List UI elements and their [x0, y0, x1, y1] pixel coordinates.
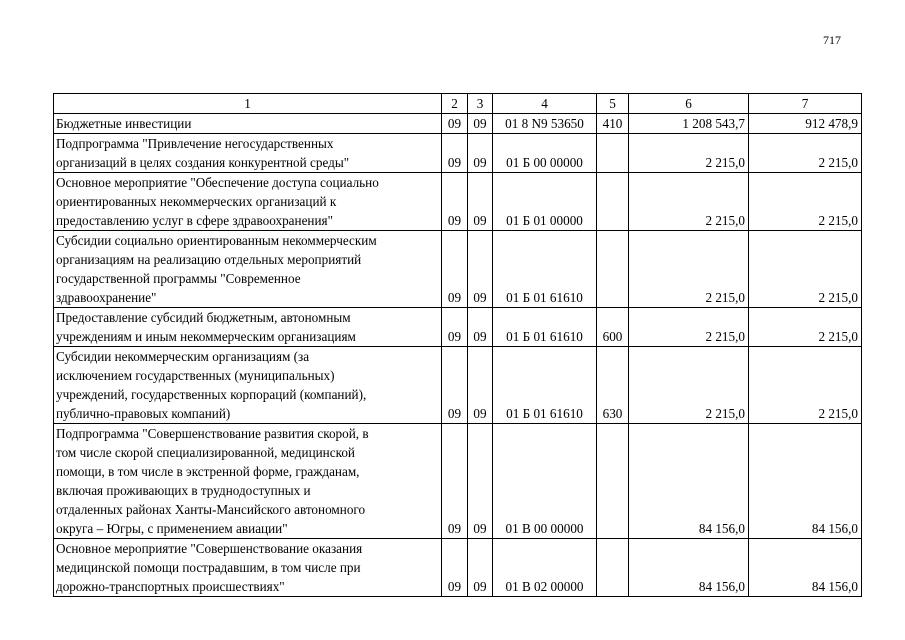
row-name-line: публично-правовых компаний) [56, 406, 231, 421]
header-cell-6: 6 [629, 94, 749, 114]
header-cell-5: 5 [597, 94, 629, 114]
row-name-line: предоставлению услуг в сфере здравоохранения" [56, 213, 333, 228]
row-name-line: организациям на реализацию отдельных мероприятий [56, 252, 362, 267]
section-code-cell: 09 [442, 424, 468, 539]
row-name-line: Субсидии некоммерческим организациям (за [56, 349, 310, 364]
row-name-line: помощи, в том числе в экстренной форме, гражданам, [56, 464, 360, 479]
amount-col6-cell: 84 156,0 [629, 539, 749, 597]
subsection-code-cell: 09 [468, 231, 493, 308]
expense-type-cell: 600 [597, 308, 629, 347]
row-name-line: Основное мероприятие "Обеспечение доступа социально [56, 175, 379, 190]
expense-type-cell: 410 [597, 114, 629, 134]
row-name-cell [54, 539, 442, 597]
row-name-line: медицинской помощи пострадавшим, в том числе при [56, 560, 361, 575]
table-row [54, 347, 862, 424]
section-code-cell: 09 [442, 347, 468, 424]
amount-col6-cell: 2 215,0 [629, 134, 749, 173]
target-article-cell: 01 Б 01 61610 [493, 308, 597, 347]
section-code-cell: 09 [442, 308, 468, 347]
subsection-code-cell: 09 [468, 114, 493, 134]
amount-col6-cell: 1 208 543,7 [629, 114, 749, 134]
amount-col6-cell: 2 215,0 [629, 173, 749, 231]
subsection-code-cell: 09 [468, 539, 493, 597]
amount-col7-cell: 84 156,0 [749, 539, 862, 597]
row-name-cell [54, 347, 442, 424]
table-row [54, 114, 862, 134]
header-cell-3: 3 [468, 94, 493, 114]
row-name-line: Бюджетные инвестиции [56, 116, 192, 131]
row-name-line: том числе скорой специализированной, медицинской [56, 445, 355, 460]
expense-type-cell [597, 539, 629, 597]
subsection-code-cell: 09 [468, 347, 493, 424]
amount-col7-cell: 2 215,0 [749, 231, 862, 308]
table-row [54, 231, 862, 308]
row-name-line: учреждений, государственных корпораций (компаний), [56, 387, 367, 402]
row-name-line: отдаленных районах Ханты-Мансийского автономного [56, 502, 366, 517]
section-code-cell: 09 [442, 231, 468, 308]
row-name-line: ориентированных некоммерческих организаций к [56, 194, 337, 209]
amount-col6-cell: 2 215,0 [629, 308, 749, 347]
amount-col7-cell: 2 215,0 [749, 347, 862, 424]
row-name-line: здравоохранение" [56, 290, 157, 305]
amount-col6-cell: 2 215,0 [629, 231, 749, 308]
amount-col7-cell: 2 215,0 [749, 308, 862, 347]
amount-col6-cell: 84 156,0 [629, 424, 749, 539]
section-code-cell: 09 [442, 134, 468, 173]
table-row [54, 173, 862, 231]
target-article-cell: 01 Б 01 61610 [493, 347, 597, 424]
subsection-code-cell: 09 [468, 308, 493, 347]
target-article-cell: 01 8 N9 53650 [493, 114, 597, 134]
row-name-cell [54, 114, 442, 134]
subsection-code-cell: 09 [468, 424, 493, 539]
row-name-line: округа – Югры, с применением авиации" [56, 521, 288, 536]
expense-type-cell: 630 [597, 347, 629, 424]
row-name-line: включая проживающих в труднодоступных и [56, 483, 311, 498]
row-name-line: Подпрограмма "Совершенствование развития скорой, в [56, 426, 369, 441]
amount-col7-cell: 2 215,0 [749, 173, 862, 231]
target-article-cell: 01 В 00 00000 [493, 424, 597, 539]
header-cell-2: 2 [442, 94, 468, 114]
section-code-cell: 09 [442, 114, 468, 134]
table-row [54, 308, 862, 347]
row-name-cell [54, 134, 442, 173]
subsection-code-cell: 09 [468, 134, 493, 173]
subsection-code-cell: 09 [468, 173, 493, 231]
row-name-cell [54, 424, 442, 539]
amount-col7-cell: 84 156,0 [749, 424, 862, 539]
budget-table [53, 93, 862, 597]
expense-type-cell [597, 173, 629, 231]
row-name-line: учреждениям и иным некоммерческим организациям [56, 329, 356, 344]
row-name-line: исключением государственных (муниципальных) [56, 368, 335, 383]
row-name-line: организаций в целях создания конкурентной среды" [56, 155, 350, 170]
row-name-cell [54, 308, 442, 347]
row-name-line: Подпрограмма "Привлечение негосударственных [56, 136, 334, 151]
header-cell-4: 4 [493, 94, 597, 114]
row-name-line: дорожно-транспортных происшествиях" [56, 579, 285, 594]
section-code-cell: 09 [442, 173, 468, 231]
row-name-cell [54, 231, 442, 308]
header-row [54, 94, 862, 114]
header-cell-1: 1 [54, 94, 442, 114]
table-row [54, 134, 862, 173]
expense-type-cell [597, 231, 629, 308]
target-article-cell: 01 В 02 00000 [493, 539, 597, 597]
target-article-cell: 01 Б 01 00000 [493, 173, 597, 231]
row-name-line: государственной программы "Современное [56, 271, 301, 286]
row-name-cell [54, 173, 442, 231]
amount-col7-cell: 2 215,0 [749, 134, 862, 173]
target-article-cell: 01 Б 00 00000 [493, 134, 597, 173]
target-article-cell: 01 Б 01 61610 [493, 231, 597, 308]
table-row [54, 539, 862, 597]
header-cell-7: 7 [749, 94, 862, 114]
amount-col7-cell: 912 478,9 [749, 114, 862, 134]
table-row [54, 424, 862, 539]
expense-type-cell [597, 424, 629, 539]
row-name-line: Субсидии социально ориентированным некоммерческим [56, 233, 377, 248]
amount-col6-cell: 2 215,0 [629, 347, 749, 424]
page-number: 717 [823, 33, 841, 47]
section-code-cell: 09 [442, 539, 468, 597]
expense-type-cell [597, 134, 629, 173]
row-name-line: Предоставление субсидий бюджетным, автономным [56, 310, 351, 325]
row-name-line: Основное мероприятие "Совершенствование оказания [56, 541, 363, 556]
